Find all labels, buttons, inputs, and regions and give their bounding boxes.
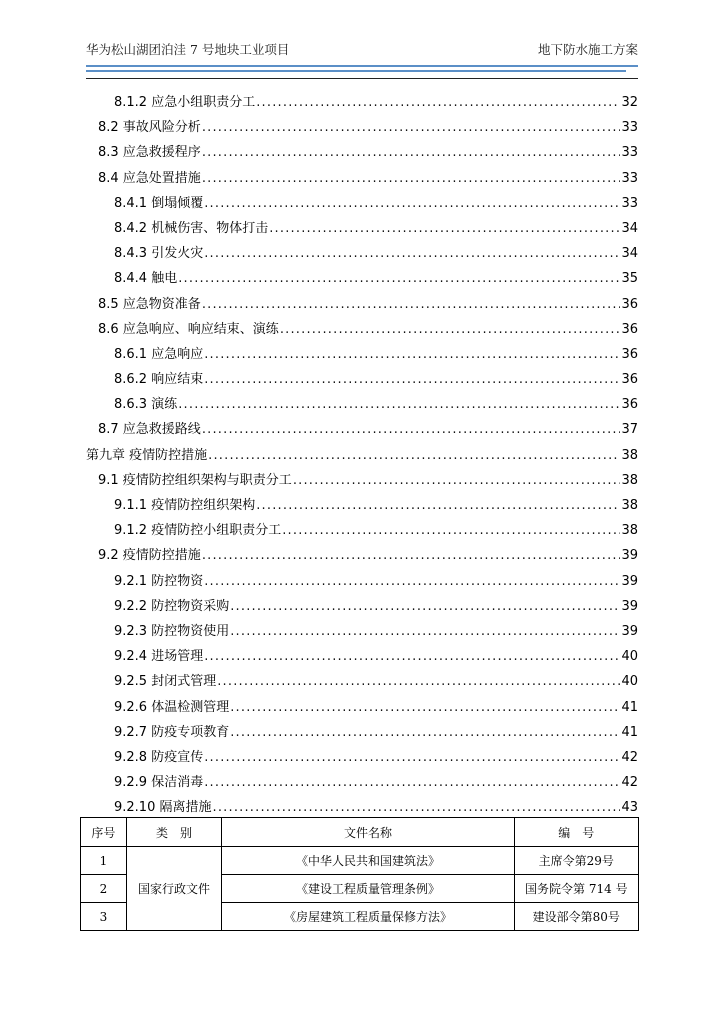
toc-entry[interactable]	[86, 90, 638, 115]
header-rule-blue-1	[86, 65, 638, 67]
document-name: 《房屋建筑工程质量保修方法》	[222, 903, 514, 931]
toc-entry[interactable]	[86, 191, 638, 216]
toc-entry[interactable]	[86, 241, 638, 266]
toc-entry-title: 9.2.5 封闭式管理	[114, 674, 217, 690]
toc-entry[interactable]	[86, 140, 638, 165]
toc-entry[interactable]	[86, 317, 638, 342]
toc-entry-page: 35	[621, 271, 638, 287]
col-header-code: 编 号	[514, 818, 638, 847]
header-rule-dark	[86, 78, 638, 79]
toc-entry-title: 8.6 应急响应、响应结束、演练	[98, 321, 279, 337]
toc-entry-title: 9.2.1 防控物资	[114, 573, 204, 589]
header-document-title: 地下防水施工方案	[537, 42, 638, 57]
toc-leader-dots	[280, 317, 621, 342]
toc-entry[interactable]	[86, 367, 638, 392]
toc-entry-page: 33	[621, 120, 638, 136]
table-row	[81, 847, 639, 875]
toc-entry-title: 9.2 疫情防控措施	[98, 548, 201, 564]
toc-entry[interactable]	[86, 594, 638, 619]
toc-entry-page: 40	[621, 649, 638, 665]
toc-leader-dots	[256, 90, 620, 115]
toc-leader-dots	[217, 669, 620, 694]
toc-entry-page: 42	[621, 749, 638, 765]
toc-leader-dots	[230, 594, 620, 619]
toc-leader-dots	[269, 216, 620, 241]
toc-entry-page: 41	[621, 724, 638, 740]
toc-leader-dots	[202, 292, 621, 317]
toc-entry-title: 9.2.9 保洁消毒	[114, 775, 204, 791]
toc-leader-dots	[202, 417, 621, 442]
toc-entry[interactable]	[86, 266, 638, 291]
toc-entry-page: 38	[621, 447, 638, 463]
toc-leader-dots	[293, 468, 621, 493]
toc-leader-dots	[202, 166, 621, 191]
toc-leader-dots	[204, 644, 620, 669]
document-code: 国务院令第 714 号	[514, 875, 638, 903]
toc-entry-title: 9.1.2 疫情防控小组职责分工	[114, 523, 282, 539]
header-project-title: 华为松山湖团泊洼 7 号地块工业项目	[86, 42, 290, 57]
toc-entry-page: 39	[621, 573, 638, 589]
toc-entry-title: 9.2.4 进场管理	[114, 649, 204, 665]
toc-leader-dots	[202, 140, 621, 165]
header-rule-blue-2	[86, 70, 626, 72]
toc-entry-title: 8.4.1 倒塌倾覆	[114, 195, 204, 211]
toc-entry-page: 42	[621, 775, 638, 791]
toc-entry-page: 36	[621, 296, 638, 312]
document-code: 建设部令第80号	[514, 903, 638, 931]
toc-entry-title: 8.4.4 触电	[114, 271, 178, 287]
col-header-document-name: 文件名称	[222, 818, 514, 847]
table-header-row	[81, 818, 639, 847]
toc-leader-dots	[282, 518, 620, 543]
row-number: 3	[81, 903, 127, 931]
toc-entry-title: 8.7 应急救援路线	[98, 422, 201, 438]
toc-entry-title: 8.2 事故风险分析	[98, 120, 201, 136]
toc-leader-dots	[202, 543, 621, 568]
toc-entry[interactable]	[86, 770, 638, 795]
toc-entry-page: 34	[621, 246, 638, 262]
toc-entry-title: 9.2.10 隔离措施	[114, 800, 212, 816]
toc-entry-title: 9.1 疫情防控组织架构与职责分工	[98, 472, 292, 488]
toc-entry-page: 36	[621, 372, 638, 388]
page-header	[86, 38, 638, 58]
toc-entry[interactable]	[86, 292, 638, 317]
toc-entry-title: 9.2.6 体温检测管理	[114, 699, 230, 715]
toc-leader-dots	[204, 191, 620, 216]
toc-entry-title: 8.4 应急处置措施	[98, 170, 201, 186]
toc-entry[interactable]	[86, 443, 638, 468]
toc-entry-page: 39	[621, 623, 638, 639]
toc-leader-dots	[204, 367, 620, 392]
toc-leader-dots	[202, 115, 621, 140]
toc-leader-dots	[256, 493, 620, 518]
toc-entry[interactable]	[86, 569, 638, 594]
toc-entry-title: 9.1.1 疫情防控组织架构	[114, 498, 256, 513]
document-name: 《中华人民共和国建筑法》	[222, 847, 514, 875]
toc-entry-title: 8.6.1 应急响应	[114, 346, 204, 362]
toc-entry-page: 39	[621, 598, 638, 614]
toc-entry-title: 第九章 疫情防控措施	[86, 447, 208, 463]
toc-entry-title: 8.6.3 演练	[114, 397, 178, 413]
toc-entry[interactable]	[86, 468, 638, 493]
toc-entry-title: 8.5 应急物资准备	[98, 296, 201, 312]
toc-entry-title: 9.2.3 防控物资使用	[114, 623, 230, 639]
toc-entry[interactable]	[86, 115, 638, 140]
toc-entry[interactable]	[86, 417, 638, 442]
toc-entry-title: 8.4.2 机械伤害、物体打击	[114, 220, 269, 236]
toc-entry[interactable]	[86, 392, 638, 417]
toc-entry[interactable]	[86, 216, 638, 241]
toc-entry[interactable]	[86, 342, 638, 367]
col-header-category: 类 别	[126, 818, 222, 847]
toc-leader-dots	[230, 695, 620, 720]
table-of-contents	[86, 90, 638, 820]
toc-leader-dots	[178, 392, 620, 417]
toc-entry-page: 40	[621, 674, 638, 690]
toc-entry-title: 8.3 应急救援程序	[98, 145, 201, 161]
toc-leader-dots	[204, 241, 620, 266]
toc-entry[interactable]	[86, 166, 638, 191]
toc-entry[interactable]	[86, 518, 638, 543]
toc-entry[interactable]	[86, 695, 638, 720]
document-name: 《建设工程质量管理条例》	[222, 875, 514, 903]
toc-entry[interactable]	[86, 493, 638, 518]
toc-entry-title: 9.2.8 防疫宣传	[114, 749, 204, 765]
toc-entry-page: 33	[621, 195, 638, 211]
toc-leader-dots	[204, 770, 620, 795]
toc-entry[interactable]	[86, 720, 638, 745]
toc-entry-page: 41	[621, 699, 638, 715]
toc-leader-dots	[204, 745, 620, 770]
toc-entry-page: 33	[621, 145, 638, 161]
toc-leader-dots	[230, 720, 620, 745]
toc-entry-page: 37	[621, 422, 638, 438]
toc-entry-page: 38	[621, 523, 638, 539]
toc-entry-page: 43	[621, 800, 638, 816]
toc-entry[interactable]	[86, 745, 638, 770]
toc-entry-page: 34	[621, 220, 638, 236]
toc-entry-page: 33	[621, 170, 638, 186]
toc-entry-title: 8.1.2 应急小组职责分工	[114, 95, 256, 110]
toc-entry-page: 36	[621, 346, 638, 362]
toc-entry-title: 8.4.3 引发火灾	[114, 246, 204, 262]
row-number: 2	[81, 875, 127, 903]
toc-leader-dots	[204, 569, 620, 594]
row-number: 1	[81, 847, 127, 875]
toc-entry-page: 36	[621, 397, 638, 413]
toc-entry[interactable]	[86, 543, 638, 568]
toc-entry-page: 36	[621, 321, 638, 337]
document-code: 主席令第29号	[514, 847, 638, 875]
toc-entry[interactable]	[86, 669, 638, 694]
toc-entry[interactable]	[86, 644, 638, 669]
toc-entry-page: 38	[621, 472, 638, 488]
toc-leader-dots	[208, 443, 620, 468]
col-header-number: 序号	[81, 818, 127, 847]
toc-entry-title: 9.2.7 防疫专项教育	[114, 724, 230, 740]
toc-leader-dots	[204, 342, 620, 367]
toc-entry-title: 8.6.2 响应结束	[114, 372, 204, 388]
toc-entry-page: 38	[621, 498, 638, 513]
category-cell: 国家行政文件	[126, 847, 222, 931]
toc-entry-page: 32	[621, 95, 638, 110]
toc-entry[interactable]	[86, 619, 638, 644]
toc-leader-dots	[178, 266, 620, 291]
toc-entry-title: 9.2.2 防控物资采购	[114, 598, 230, 614]
toc-entry-page: 39	[621, 548, 638, 564]
toc-leader-dots	[230, 619, 620, 644]
regulations-table	[80, 817, 639, 931]
